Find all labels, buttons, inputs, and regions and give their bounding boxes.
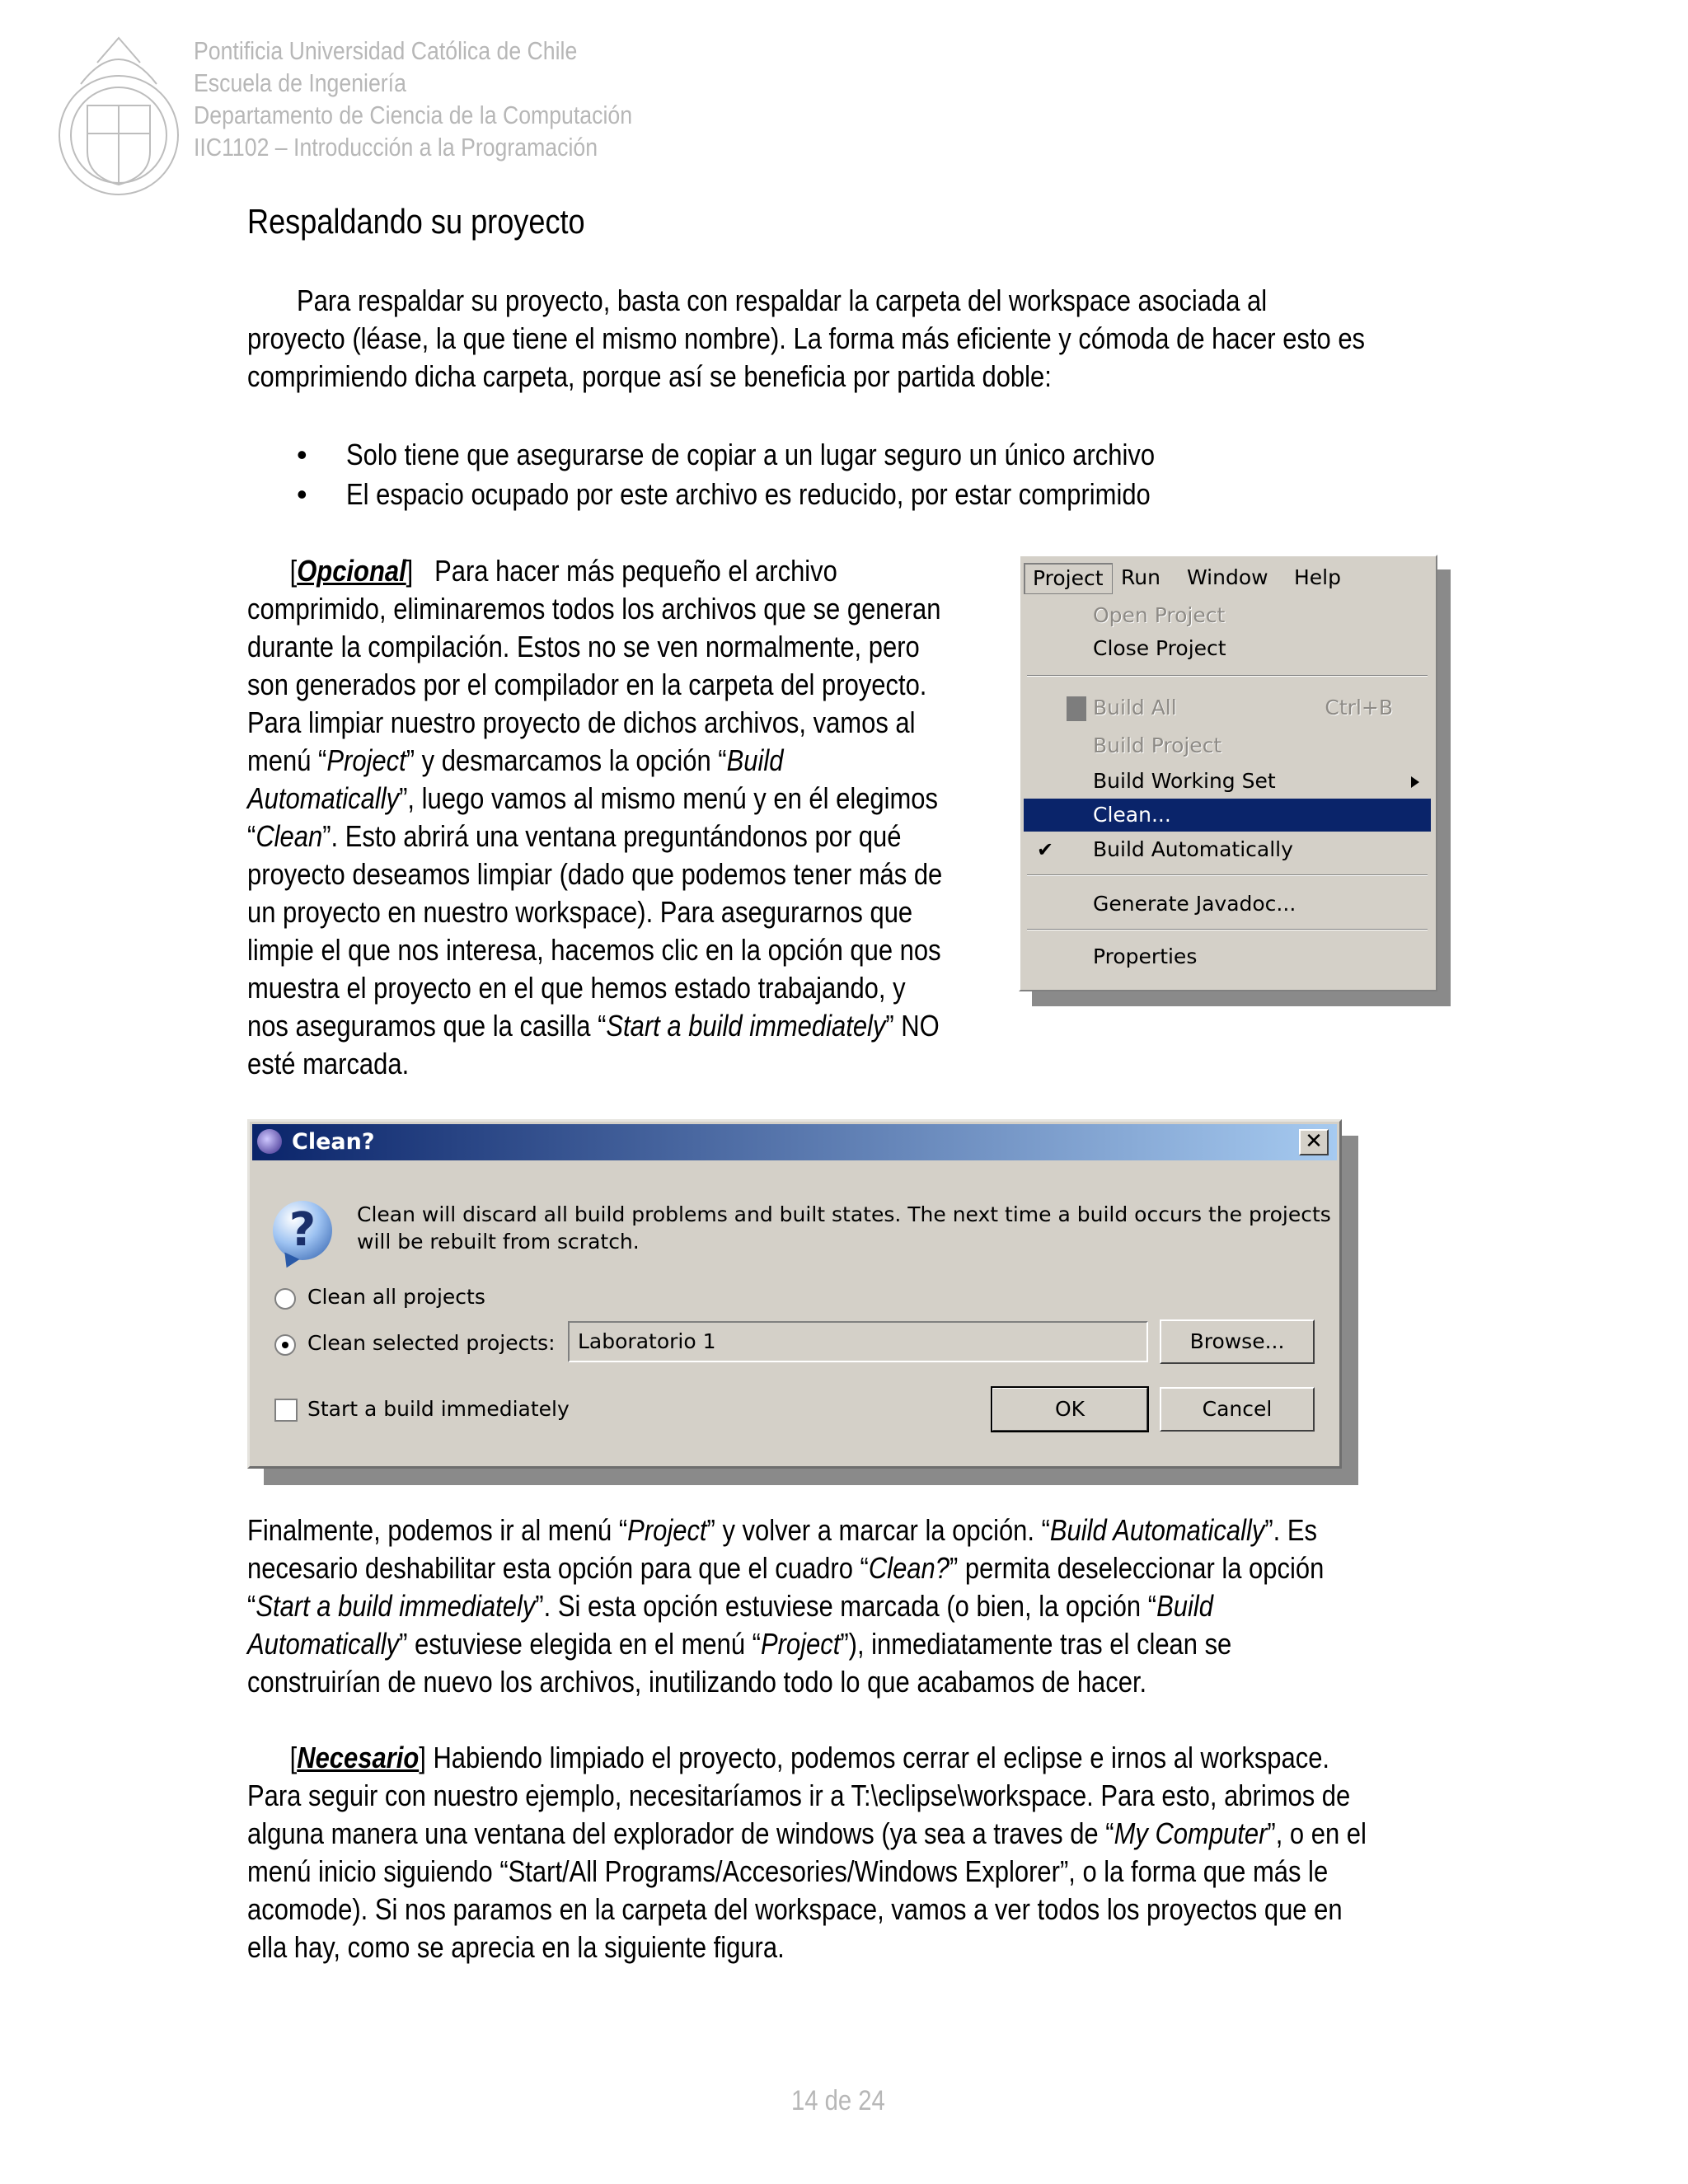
start-build-checkbox[interactable]: [274, 1399, 298, 1422]
menu-item-properties[interactable]: Properties: [1093, 944, 1198, 968]
necesario-tag: Necesario: [297, 1741, 420, 1774]
ok-button[interactable]: OK: [992, 1387, 1148, 1432]
clean-all-label: Clean all projects: [307, 1285, 485, 1309]
eclipse-icon: [257, 1129, 282, 1154]
start-build-label: Start a build immediately: [307, 1397, 570, 1421]
dialog-message: Clean will discard all build problems and built states. The next time a build occurs the projects will be rebuilt from scratch.: [357, 1202, 1331, 1254]
build-all-shortcut: Ctrl+B: [1325, 696, 1393, 719]
menu-window: [1019, 555, 1437, 991]
browse-button[interactable]: Browse...: [1160, 1319, 1315, 1364]
header-institution-lines: [194, 35, 632, 163]
clean-dialog: [247, 1119, 1342, 1469]
close-button[interactable]: ✕: [1299, 1129, 1329, 1155]
menu-item-build-working-set[interactable]: Build Working Set: [1024, 765, 1431, 798]
clean-dialog-screenshot: [247, 1119, 1362, 1488]
menu-item-generate-javadoc[interactable]: Generate Javadoc...: [1093, 892, 1296, 916]
list-item: • El espacio ocupado por este archivo es reducido, por estar comprimido: [297, 477, 1151, 511]
optional-paragraph: [Opcional] Para hacer más pequeño el archivo comprimido, eliminaremos todos los archivos que se generan durante la compilación. Estos no se ven normalmente, pero son generados por el compilador en la carpeta del proyecto. Para limpiar nuestro proyecto de dichos archivos, vamos al menú “Project” y desmarcamos la opción “Build Automatically”, luego vamos al mismo menú y en él elegimos “Clean”. Esto abrirá una ventana preguntándonos por qué proyecto deseamos limpiar (dado que podemos tener más de un proyecto en nuestro workspace). Para asegurarnos que limpie el que nos interesa, hacemos clic en la opción que nos muestra el proyecto en el que hemos estado trabajando, y nos aseguramos que la casilla “Start a build immediately” NO esté marcada.: [247, 554, 943, 1080]
menu-item-close-project[interactable]: Close Project: [1093, 636, 1226, 660]
dialog-titlebar: [252, 1124, 1337, 1160]
header-line: Departamento de Ciencia de la Computación: [194, 101, 633, 129]
header-line: IIC1102 – Introducción a la Programación: [194, 133, 598, 162]
intro-line: proyecto (léase, la que tiene el mismo nombre). La forma más eficiente y cómoda de hacer esto es: [247, 321, 1366, 355]
header-line: Escuela de Ingeniería: [194, 68, 406, 97]
clean-selected-label: Clean selected projects:: [307, 1331, 556, 1355]
list-item: • Solo tiene que asegurarse de copiar a un lugar seguro un único archivo: [297, 438, 1156, 471]
clean-selected-radio[interactable]: [274, 1334, 296, 1356]
menu-window[interactable]: Window: [1187, 565, 1268, 589]
header-line: Pontificia Universidad Católica de Chile: [194, 36, 578, 65]
document-icon: [1067, 696, 1086, 721]
menu-bar: [1020, 556, 1436, 596]
selected-projects-field[interactable]: Laboratorio 1: [568, 1321, 1148, 1362]
question-icon: ?: [273, 1201, 332, 1260]
project-menu-screenshot: [1019, 555, 1454, 1010]
menu-run[interactable]: Run: [1121, 565, 1160, 589]
menu-item-open-project[interactable]: Open Project: [1093, 603, 1226, 627]
intro-paragraph: [247, 282, 1441, 396]
necesario-paragraph: [Necesario] Habiendo limpiado el proyecto, podemos cerrar el eclipse e irnos al workspace. Para seguir con nuestro ejemplo, necesitaríamos ir a T:\eclipse\workspace. Para esto, abrimos de alguna manera una ventana del explorador de windows (ya sea a traves de “My Computer”, o en el menú inicio siguiendo “Start/All Programs/Accesories/Windows Explorer”, o la forma que más le acomode). Si nos paramos en la carpeta del workspace, vamos a ver todos los proyectos que en ella hay, como se aprecia en la siguiente figura.: [247, 1741, 1367, 1964]
clean-all-radio[interactable]: [274, 1288, 296, 1310]
menu-item-build-all[interactable]: Build All Ctrl+B: [1024, 691, 1431, 724]
menu-item-clean[interactable]: Clean...: [1024, 799, 1431, 832]
project-dropdown: [1024, 594, 1431, 987]
checkmark-icon: ✔: [1037, 838, 1054, 861]
cancel-button[interactable]: Cancel: [1160, 1387, 1315, 1432]
intro-line: Para respaldar su proyecto, basta con respaldar la carpeta del workspace asociada al: [297, 284, 1268, 317]
menu-help[interactable]: Help: [1294, 565, 1341, 589]
dialog-title: Clean?: [292, 1129, 375, 1155]
final-paragraph: Finalmente, podemos ir al menú “Project” y volver a marcar la opción. “Build Automatically”. Es necesario deshabilitar esta opción para que el cuadro “Clean?” permita deseleccionar la opción “Start a build immediately”. Si esta opción estuviese marcada (o bien, la opción “Build Automatically” estuviese elegida en el menú “Project”), inmediatamente tras el clean se construirían de nuevo los archivos, inutilizando todo lo que acabamos de hacer.: [247, 1513, 1325, 1699]
menu-item-build-automatically[interactable]: ✔ Build Automatically: [1024, 833, 1431, 866]
optional-tag: Opcional: [297, 554, 406, 588]
intro-line: comprimiendo dicha carpeta, porque así se beneficia por partida doble:: [247, 359, 1052, 393]
menu-project[interactable]: Project: [1024, 563, 1113, 594]
page-number: 14 de 24: [791, 2085, 885, 2116]
submenu-arrow-icon: [1411, 776, 1419, 788]
bullet-list: [290, 435, 1287, 514]
menu-item-build-project[interactable]: Build Project: [1093, 733, 1222, 757]
university-seal-logo: [48, 26, 190, 196]
section-title: Respaldando su proyecto: [247, 202, 585, 241]
